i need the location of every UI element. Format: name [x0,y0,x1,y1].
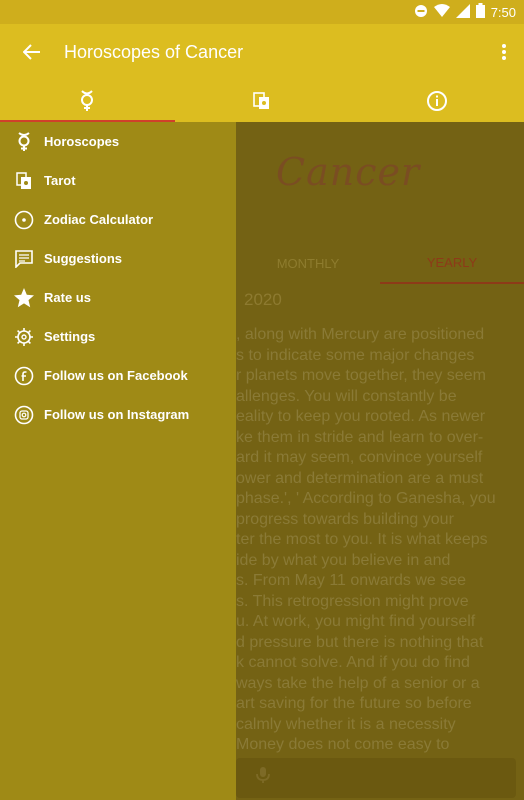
tarot-icon [12,169,36,193]
text-line: s. From May 11 onwards we see [236,572,467,589]
sign-title: Cancer [276,150,421,194]
drawer-item-facebook[interactable] [0,356,236,395]
drawer-item-label: Horoscopes [44,134,120,149]
drawer-item-suggestions[interactable] [0,239,236,278]
tab-monthly[interactable]: MONTHLY [276,255,340,271]
text-line: calmly whether it is a necessity [236,715,456,733]
arrow-left-icon [23,44,41,60]
year-heading: 2020 [244,290,282,309]
text-line: d pressure but there is nothing that [236,633,484,651]
tab-tarot[interactable] [175,80,350,122]
drawer-item-label: Follow us on Instagram [44,407,190,422]
drawer-item-zodiac-calculator[interactable] [0,200,236,239]
speak-bar[interactable] [236,758,516,798]
drawer-item-settings[interactable] [0,317,236,356]
text-line: s to indicate some major changes [236,346,475,364]
text-line: r planets move together, they seem [236,367,486,384]
text-line: k cannot solve. And if you do find [236,654,470,671]
gear-icon [12,325,36,349]
period-tabs [236,242,524,284]
text-line: art saving for the future so before [236,695,472,712]
back-button[interactable] [0,44,64,60]
text-line: , along with Mercury are positioned [236,326,485,343]
text-line: u. At work, you might find yourself [236,613,476,630]
text-line: s. This retrogression might prove [236,592,469,610]
text-line: ter the most to you. It is what keeps [236,531,488,548]
info-icon [427,91,447,111]
drawer-item-label: Settings [44,329,96,344]
wifi-icon [434,4,450,21]
text-line: ways take the help of a senior or a [236,674,480,692]
message-icon [12,247,36,271]
drawer-item-label: Suggestions [44,251,123,266]
battery-icon [476,3,485,21]
page-title: Horoscopes of Cancer [64,41,244,62]
app-bar [0,24,524,80]
status-bar [0,0,524,24]
text-line: allenges. You will constantly be [236,387,457,405]
microphone-icon [254,766,272,789]
top-tabs [0,80,524,122]
overflow-menu-button[interactable] [484,44,524,60]
text-line: ide by what you believe in and [236,551,451,569]
text-line: phase.', ' According to Ganesha, you [236,490,496,507]
drawer-item-label: Rate us [44,290,91,305]
facebook-icon [12,364,36,388]
drawer-item-tarot[interactable] [0,161,236,200]
drawer-item-horoscopes[interactable] [0,122,236,161]
tarot-cards-icon [253,92,271,110]
tab-yearly[interactable]: YEARLY [380,242,524,284]
drawer-item-label: Zodiac Calculator [44,212,154,227]
mercury-icon [12,130,36,154]
text-line: eality to keep you rooted. As newer [236,408,486,425]
text-line: ke them in stride and learn to over- [236,428,484,446]
status-time: 7:50 [490,4,516,20]
mercury-icon [78,90,96,112]
navigation-drawer [0,122,236,800]
drawer-item-instagram[interactable] [0,395,236,434]
text-line: Money does not come easy to [236,736,450,753]
drawer-item-label: Follow us on Facebook [44,368,188,383]
drawer-item-label: Tarot [44,173,76,188]
tab-info[interactable] [349,80,524,122]
instagram-icon [12,403,36,427]
do-not-disturb-icon [414,4,428,21]
horoscope-text [236,325,521,756]
text-line: ard it may seem, convince yourself [236,449,483,466]
tab-horoscopes[interactable] [0,80,175,122]
text-line: ower and determination are a must [236,469,484,487]
drawer-item-rate-us[interactable] [0,278,236,317]
target-icon [12,208,36,232]
more-vert-icon [502,44,506,60]
text-line: progress towards building your [236,510,454,528]
signal-icon [456,4,470,21]
star-icon [12,286,36,310]
